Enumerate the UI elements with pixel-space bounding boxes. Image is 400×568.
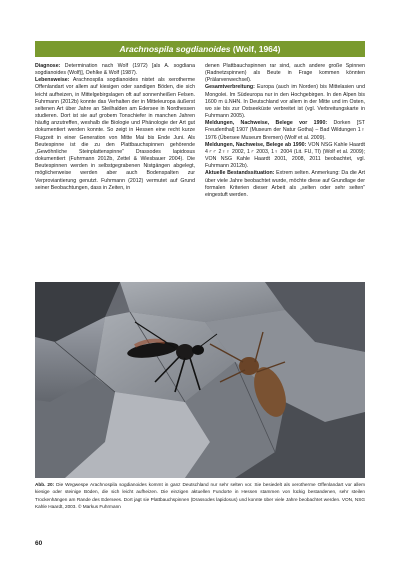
left-column [35,63,195,277]
meldungen-ab-1990-text: VON NSG Kahle Haardt 4♂♂ 2♀♀ 2002, 1♂ 2003, 1♀ 2004 (Lit. FU, TI) (Wolf et al. 2009); VON NSG Kahle Haardt 2001, 2008, 2011 beobachtet, vgl. Fuhrmann 2012b). [205,141,365,170]
caption-label: Abb. 20: [35,482,55,487]
diagnose-paragraph [35,63,195,77]
gesamt-text: Europa (auch im Norden) bis Mittelasien und Mongolei. Im Südeuropa nur in den Hochgebirgen. In den Alpen bis 1600 m ü.NHN. In Deutschland vor allem in der Mitte und im Osten, wo sie bis zur Ostseeküste verbreitet ist (vgl. Verbreitungskarte in Fuhrmann 2005). [205,84,365,120]
gesamt-paragraph [205,84,365,120]
wasp-photo [35,282,365,478]
meldungen-vor-1990-text: Dorken [ST Freudenthal] 1907 (Museum der Natur Gotha) – Bad Wildungen 1♀ 1976 (Übersee Museum Bremen) (Wolf et al. 2009). [205,120,365,141]
figure-caption [35,481,365,511]
lebensweise-text: Arachnospila sogdianoides nistet als xerotherme Offenlandart vor allem auf kiesigen oder sandigen Böden, die sich leicht aufheizen, in Mittelgebirgslagen oft auf sonnenheißen Felsen. Fuhrmann (2012b) konnte das Verhalten der in Mitteleuropa äußerst seltenen Art über Jahre an Steilhalden am Edersee in Nordhessen studieren. Dort ist sie auf grobem Tonschiefer in manchen Jahren häufig anzutreffen, weshalb die Biologie und Phänologie der Art gut dokumentiert werden konnte. So zeigt in Hessen eine recht kurze Flugzeit in einer Generation von Mitte Mai bis Ende Juni. Als Beutespinne ist die zu den Plattbauchspinnen gehörende „Gewöhnliche Steinplattenspinne“ Drassodes lapidosus dokumentiert (Fuhrmann 2012b, Zettel & Wiesbauer 2004). Die Beutespinnen werden in selbstgegrabenen Nistgängen abgelegt, möglicherweise werden aber auch Bodenspalten zur Verproviantierung genutzt. Fuhrmann (2012) vermutet auf Grund seiner Beobachtungen, dass in Zeiten, in [35,77,195,191]
meldungen-vor-1990-label: Meldungen, Nachweise, Belege vor 1990: [205,120,328,127]
species-authority: (Wolf, 1964) [232,44,281,54]
aktuelle-label: Aktuelle Bestandssituation: [205,170,275,177]
right-column [205,63,365,277]
meldungen-ab-1990-paragraph [205,142,365,171]
lebensweise-paragraph [35,77,195,192]
diagnose-text: Determination nach Wolf (1972) [als A. sogdiana sogdianoides (Wolf)], Oehlke & Wolf (1987). [35,63,195,77]
meldungen-ab-1990-label: Meldungen, Nachweise, Belege ab 1990: [205,141,307,148]
caption-text: Die Wegwespe Arachnospila sogdianoides kommt in ganz Deutschland nur sehr selten vor. Sie besiedelt als xerotherme Offenlandart vor allem kiesige oder steinige Böden, die sich leicht aufheizen. Die einzigen aktuellen Fundorte in Hessen stammen von lückig bestandenen, sehr steilen Trockenhängen am Rande des Edersees. Dort jagt sie Plattbauchspinnen (Drassodes lapidosus) und konnte über viele Jahre beobachtet werden. VON, NSG Kahle Haardt, 2003. © Markus Fuhrmann [35,482,365,510]
intro-text: denen Plattbauchspinnen rar sind, auch andere große Spinnen (Radnetzspinnen) als Beute in Frage kommen könnten (Prälarvenwechsel). [205,63,365,84]
wasp-photo-illustration [35,282,365,478]
meldungen-vor-1990-paragraph [205,120,365,141]
page-number: 60 [35,540,43,547]
gesamt-label: Gesamtverbreitung: [205,84,255,91]
aktuelle-paragraph [205,170,365,199]
text-columns [35,63,365,277]
species-title [120,44,281,54]
aktuelle-text: Extrem selten. Anmerkung: Da die Art über viele Jahre beobachtet wurde, möchte diese auf Grundlage der formalen Kriterien dieser Arbeit als „selten oder sehr selten“ eingestuft werden. [205,170,365,198]
lebensweise-label: Lebensweise: [35,77,70,84]
species-name: Arachnospila sogdianoides [119,44,231,54]
species-header-bar [35,41,365,57]
intro-paragraph [205,63,365,84]
diagnose-label: Diagnose: [35,63,61,69]
